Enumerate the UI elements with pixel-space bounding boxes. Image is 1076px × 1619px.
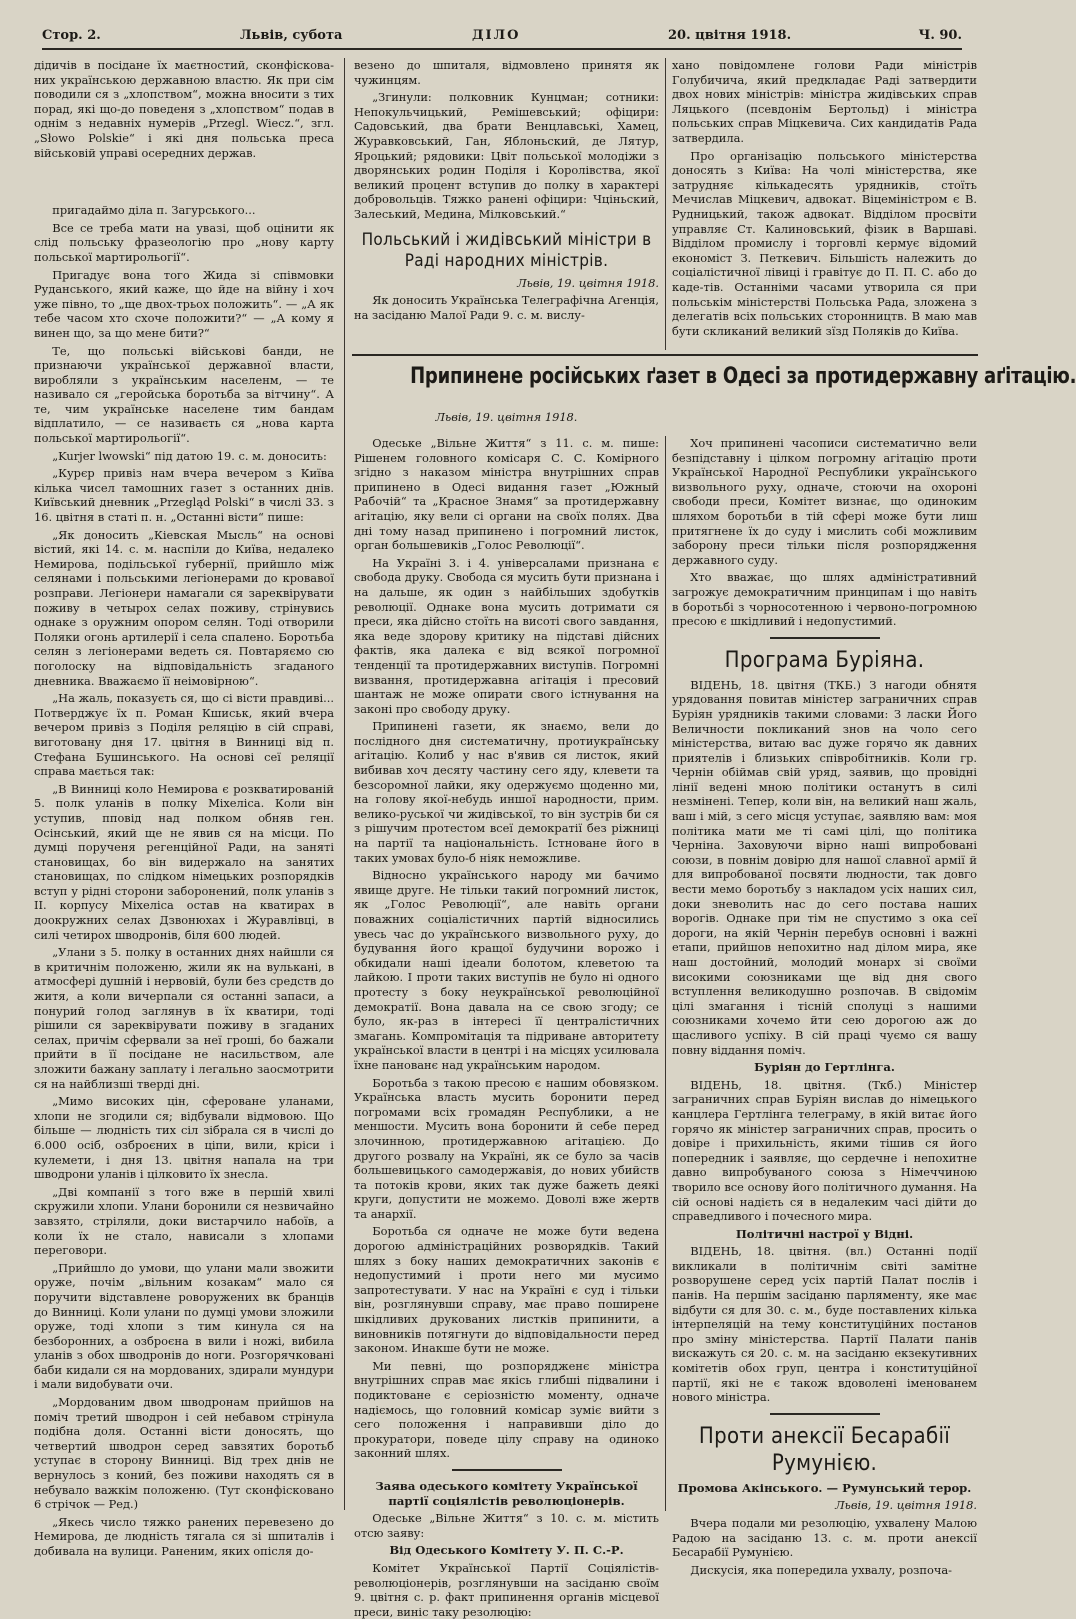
paragraph: Як доносить Українська Телеграфічна Агенція, на засіданю Малої Ради 9. с. м. вислу- xyxy=(354,293,659,322)
masthead xyxy=(42,26,962,50)
article-headline: Заява одеського комітету Української партії соціялістів революціонерів. xyxy=(375,1478,638,1508)
subheading: Від Одеського Комітету У. П. С.-Р. xyxy=(389,1543,624,1558)
paragraph: ВІДЕНЬ, 18. цвітня (ТКБ.) З нагоди обнятя урядовання повитав міністер заграничних справ Буріян урядників такими словами: З ласки Його Величности покликаний знов на чоло сего міністерства, витаю вас дуже горячо як давних приятелів і близьких співробітників. Коли гр. Чернін обіймав свій уряд, заявив, що провідні лінії ведені мною політики останутъ в силі незмінені. Тепер, коли він, на великий наш жаль, ваш і мій, з сего місця уступає, заявляю вам: моя політика мати ме ті самі цілі, що політика Черніна. Заховуючи вірно наші випробовані союзи, в повнім довірю для нашої славної армії й для випробованої посвяти людности, так довго вести мемо боротьбу з накладом усіх наших сил, доки зневолить нас до сего постава наших ворогів. Однаке при тім не спустимо з ока сеї дороги, на якій Чернін перебув основні і важні етапи, прийшов непохитно над ділом мира, яке наш достойний, молодий монарх зі своїми високими союзниками ще від дня свого вступлення великодушно розпочав. В свідомім цілі змагання і тісній сполуці з нашими союзниками хочемо йти сею дорогою аж до щасливого успіху. В сій праці чуємо ся вашу повну віддання поміч. xyxy=(672,677,977,1057)
subheading: Політичні настрої у Відні. xyxy=(735,1226,914,1241)
paragraph: „Як доносить „Кіевская Мысль“ на основі вістий, які 14. с. м. наспіли до Київа, недалеко Немирова, подільської губернії, прийшло між селянами і польськими легіонерами до кровавої розправи. Легіонери намагали ся зареквірувати поживу в четырох селах поживу, стрінувись однаке з оружним опором селян. Тоді отворили Поляки огонь артилерії і села спалено. Боротьба селян з легіонерами ведеть ся. Повтаряємо сю поголоску на відповідальність згаданого дневника. Вважаємо її неімовірною“. xyxy=(34,527,334,688)
paragraph: дідичів в посідане їх маєтностий, сконфіскова-них українською державною властю. Як при сім поводили ся з „хлопством“, можна вносити з тих порад, які що-до поведеня з „хлопством“ подав в однім з недавніх нумерів „Przegl. Wiecz.“, згл. „Słowo Polskie“ і які дня польська преса військовій управі осередних держав. xyxy=(34,58,334,160)
page-number: Стор. 2. xyxy=(42,28,101,43)
issue-date: 20. цвітня 1918. xyxy=(668,28,792,43)
paragraph: ВІДЕНЬ, 18. цвітня. (Ткб.) Міністер заграничних справ Буріян вислав до німецького канцлера Гертлінга телеграму, в якій витає його горячо як міністер заграничних справ, просить о довіре і прихильність, якими тішив ся його попередник і заявляє, що сердечне і непохитне давно випробуваного союза з Німеччиною творило все основу його політичного думання. На сій основі надієть ся в недалеким часі дійти до справедливого і почесного мира. xyxy=(672,1077,977,1224)
paragraph: Припинені газети, як знаємо, вели до послідного дня систематичну, протиукраїнську агітацію. Колиб у нас в'явив ся листок, який вибивав хоч десяту частину сего яду, клевети та безсоромної лайки, яку одержуємо щоденно ми, на голову якої-небудь иншої народности, прим. велико-руської чи жидівської, то він зустрів би ся з рішучим протестом всеї демократії без ріжниці на партії та національність. Істноване його в таких умовах було-б ніяк неможливе. xyxy=(354,719,659,865)
paragraph: Одеське „Вільне Життя“ з 10. с. м. містить отсю заяву: xyxy=(354,1511,659,1540)
newspaper-title: ДІЛО xyxy=(472,28,521,43)
paragraph: „Kurjer lwowski“ під датою 19. с. м. доносить: xyxy=(52,448,327,463)
paragraph: Вчера подали ми резолюцію, ухвалену Малою Радою на засіданю 13. с. м. проти анексії Бесарабії Румунією. xyxy=(672,1516,977,1560)
paragraph: везено до шпиталя, відмовлено принятя як чужинцям. xyxy=(354,58,659,87)
paragraph: Хто вважає, що шлях адміністративний загрожує демократичним принципам і що навіть в боротьбі з чорносотенною і червоно-погромною пресою є шкідливий і недопустимий. xyxy=(672,570,977,629)
article-headline: Польський і жидівський міністри в Раді народних міністрів. xyxy=(361,229,652,271)
paragraph: Про організацію польського міністерства доносять з Київа: На чолі міністерства, яке затрудняє кількадесять урядників, стоїть Мечислав Міцкевич, адвокат. Віцеміністром є В. Рудницький, також адвокат. Відділом просвіти управляє Ст. Калиновський, фізик в Варшаві. Відділом промислу і торговлі кермує відомий економіст З. Петкевич. Більшість належить до соціалістичної лівиці і гравітує до П. П. С. або до каде-тів. Останніми часами утворила ся при польськім міністерстві Польська Рада, зложена з делегатів всіх польських сторонництв. В маю мав бути скликаний великий зїзд Поляків до Київа. xyxy=(672,148,977,338)
column-1 xyxy=(34,58,334,1558)
paragraph: Відносно українського народу ми бачимо явище друге. Не тільки такий погромний листок, як „Голос Революції“, але навіть органи поважних соціалістичних партій відносились увесь час до українського визвольного руху, до будування його кращої будучини ворожо і обкидали наші ідеали болотом, клеветою та лайкою. І проти таких виступів не було ні одного протесту з боку неукраїнської революційної демократії. Вона давала на се свою згоду; се було, як-раз в інтересі її централістичних змагань. Компромітація та підриване авторитету української власти в центрі і на місцях усилювала їхне панованє над українським народом. xyxy=(354,868,659,1072)
column-rule-2 xyxy=(665,58,666,350)
divider xyxy=(770,637,880,639)
banner-dateline: Львів, 19. цвітня 1918. xyxy=(435,410,578,424)
banner-headline: Припинене російських ґазет в Одесі за протидержавну аґітацію. xyxy=(410,364,1076,389)
article-headline: Проти анексії Бесарабії Румунією. xyxy=(698,1423,951,1476)
paragraph: Хоч припинені часописи систематично вели безпідставну і цілком погромну агітацію проти Української Народної Республики українського визвольного руху, одначе, стоючи на охороні свободи преси, Комітет визнає, що одиноким шляхом боротьби в тій сфері може бути лиш притягнене їх до суду і мислить собі можливим заборону преси тільки після розпорядження державного суду. xyxy=(672,436,977,567)
paragraph: Боротьба з такою пресою є нашим обовязком. Українська власть мусить боронити перед погромами всіх громадян Республики, а не меншости. Мусить вона боронити й себе перед злочинною, протидержавною агітацією. До другого розвалу на Україні, як се було за часів большевицького самодержавія, до нових убийств та потоків крови, яких так дуже бажеть деякі круги, допустити не можемо. Доволі вже жертв та анархії. xyxy=(354,1075,659,1221)
paragraph: „Мимо високих цін, сфероване уланами, хлопи не згодили ся; відбували відмовою. Що більше — людність тих сіл зібрала ся в числі до 6.000 осіб, озброєних в ціпи, вили, кріси і кулемети, і дня 13. цвітня напала на три шводрони уланів і цілковито їх знесла. xyxy=(34,1094,334,1182)
paragraph: Те, що польські військові банди, не признаючи української державної власти, виробляли з українським населенм, — те називало ся „геройська боротьба за вітчину“. А те, чим українське населене тим бандам відплатило, — се називаєть ся „нова карта польської мартирольогії“. xyxy=(34,343,334,446)
paragraph: „Дві компанії з того вже в першій хвилі скружили хлопи. Улани боронили ся незвичайно завзято, стріляли, доки вистарчило набоїв, а коли їх не стало, нависали з хлопами переговори. xyxy=(34,1184,334,1258)
paragraph: Комітет Української Партії Соціялістів-революціонерів, розглянувши на засіданю своїм 9. цвітня с. р. факт припинення органів місцевої преси, виніс таку резолюцію: xyxy=(354,1560,659,1619)
paragraph: Пригадує вона того Жида зі співмовки Руданського, який каже, що йде на війну і хоч уже півно, то „ще двох-трьох положить“. — „А як тебе часом хто схоче положити?“ — „А кому я винен що, за що мене бити?“ xyxy=(34,267,334,340)
issue-number: Ч. 90. xyxy=(918,28,962,43)
paragraph: „Якесь число тяжко ранених перевезено до Немирова, де людність тягала ся зі шпиталів і добивала на вулици. Раненим, яких опісля до- xyxy=(34,1514,334,1558)
paragraph: Боротьба ся одначе не може бути ведена дорогою адміністраційних розворядків. Такий шлях з боку наших демократичних законів є недопустимий і проти него ми мусимо запротестувати. У нас на Україні є суд і тільки він, розглянувши справу, має право поширене шкідливих друкованих листків припинити, а виновників потягнути до відповідальности перед законом. Инакше бути не може. xyxy=(354,1224,659,1356)
paragraph: пригадаймо діла п. Загурського... xyxy=(52,203,256,218)
section-rule xyxy=(352,354,978,356)
paragraph: „Згинули: полковник Кунцман; сотники: Непокульчицький, Ремішевський; офіцири: Садовський, два брати Венцлавські, Хамец, Журавковський, Ган, Яблоньский, де Лятур, Яроцький; рядовики: Цвіт польської молодіжи з дворянських родин Поділя і Королівства, якої великий процент вступив до полку в характері добровольців. Тяжко ранені офіцири: Чціньский, Залеський, Медина, Мілковський.“ xyxy=(354,90,659,221)
paragraph: Одеське „Вільне Життя“ з 11. с. м. пише: Рішенем головного комісаря С. С. Комірного згідно з наказом міністра внутрішних справ припинено в Одесі видання газет „Южный Рабочій“ та „Красное Знамя“ за протидержавну агітацію, яку вели сі органи на своїх полях. Два дні тому назад припинено і погромний листок, орган большевиків „Голос Революції“. xyxy=(354,436,659,553)
paragraph: „Курєр привіз нам вчера вечером з Київа кілька чисел тамошних газет з останних днів. Київський дневник „Przegląd Polski“ в числі 33. з 16. цвітня в статі п. н. „Останні вісти“ пише: xyxy=(34,466,334,525)
column-3-bottom xyxy=(672,436,977,1577)
column-2-top xyxy=(354,58,659,348)
dateline: Львів, 19. цвітня 1918. xyxy=(517,275,659,290)
column-rule-3 xyxy=(665,436,666,1511)
subheading: Буріян до Гертлінга. xyxy=(754,1060,895,1075)
paragraph: „Прийшло до умови, що улани мали звожити оруже, почім „вільним козакам“ мало ся поручити відставлене роворужених вк бранців до Винниці. Коли улани по думці умови зложили оруже, тоді хлопи з тим кинула ся на безборонних, а озброєна в вили і ножі, вибила уланів з обох шводронів до ноги. Розгорячковані баби кидали ся на мордованих, здирали мундури і мали видобувати очи. xyxy=(34,1260,334,1392)
divider xyxy=(452,1469,562,1471)
column-2-bottom xyxy=(354,436,659,1619)
paragraph: На Україні 3. і 4. універсалами признана є свобода друку. Свобода ся мусить бути признана і на дальше, як один з найбільших здобутків революції. Однаке вона мусить дотримати ся преси, яка дійсно стоїть на висоті свого завдання, яка веде здорову критику на підставі дійсних фактів, яка далека є від всякої погромної тенденції та протидержавних виступів. Погромні визвання, протидержавна агітація і пресовий шантаж не може опирати свого істнування на законі про свободу друку. xyxy=(354,555,659,716)
dateline: Львів, 19. цвітня 1918. xyxy=(835,1498,977,1513)
paragraph: Дискусія, яка попередила ухвалу, розпоча- xyxy=(690,1562,953,1577)
divider xyxy=(770,1413,880,1415)
paragraph: Ми певні, що розпорядженє міністра внутрішних справ має якісь глибші підвалини і подиктоване є серіозністю моменту, одначе надіємось, що головний комісар зуміє вийти з сего положення і направивши діло до прокуратори, поведе цілу справу на одинокo законний шлях. xyxy=(354,1358,659,1461)
place-day: Львів, субота xyxy=(240,28,343,43)
column-3-top xyxy=(672,58,977,348)
paragraph: „В Винниці коло Немирова є розкватированій 5. полк уланів в полку Міхеліса. Коли він уступив, пповід над полком обняв ген. Осінський, який ще не явив ся на місци. По думці порученя регенційної Ради, на заняті становищах, бо він видержало на занятих становищах, по слідком німецьких розпорядків вступ у рідні сторони заборонений, полк уланів з ІІ. корпусу Міхеліса остав на кватирах в доокружних селах Дзвонюхах і Журавлівці, в силі четирох шводронів, біля 600 людей. xyxy=(34,781,334,942)
column-rule-1 xyxy=(344,58,345,1510)
subheading: Промова Акінського. — Румунський терор. xyxy=(677,1480,972,1495)
paragraph: хано повідомлене голови Ради міністрів Голубичича, який предкладає Раді затвердити двох нових міністрів: міністра жидівських справ Ляцького (псевдонім Бертольд) і міністра польських справ Міцкевича. Сих кандидатів Рада затвердила. xyxy=(672,58,977,145)
paragraph: „Мордованим двом шводронам прийшов на поміч третий шводрон і сей небавом стрінула подібна доля. Останні вісти доносять, що четвертий шводрон серед завзятих боротьб уступає в сторону Винниці. Від трех днів не вернулось з коний, без поживи находять ся в небувало важкім положеню. (Тут сконфісковано 6 стрічок — Ред.) xyxy=(34,1395,334,1512)
paragraph: „На жаль, показуєть ся, що сі вісти правдиві... Потверджує їх п. Роман Кшиськ, який вчера вечером привіз з Поділя реляцію в сій справі, виготовану дня 17. цвітня в Винниці від п. Стефана Бушинського. На основі сеї реляції справа мається так: xyxy=(34,691,334,779)
article-headline: Програма Буріяна. xyxy=(724,647,925,673)
paragraph: Все се треба мати на увазі, щоб оцінити як слід польську фразеологію про „нову карту польської мартирольогії“. xyxy=(34,220,334,264)
paragraph: „Улани з 5. полку в останних днях найшли ся в критичнім положеню, жили як на вулькані, в атмосфері душній і нервовій, були без средств до житя, а коли вичерпали ся останні запаси, а понурий голод заглянув в їх кватири, тоді рішили ся зареквірувати поживу в згаданих селах, причім сфервали за неї гроші, бо бажали прийти в її посідане не насильством, але зложити бажану заплату і легально заосмотрити ся на найблизші тверді дні. xyxy=(34,945,334,1091)
paragraph: ВІДЕНЬ, 18. цвітня. (вл.) Останні події викликали в політичнім світі замітне розворушене серед усіх партій Палат послів і панів. На першім засіданю парляменту, яке має відбути ся для 30. с. м., буде поставлених кілька інтерпеляцій на тему конституційних постанов про зміну міністерства. Партії Палати панів вискажуть ся 20. с. м. на засіданю екзекутивних комітетів обох груп, центра і конституційної партії, які не є також вдоволені іменованем нового міністра. xyxy=(672,1244,977,1405)
